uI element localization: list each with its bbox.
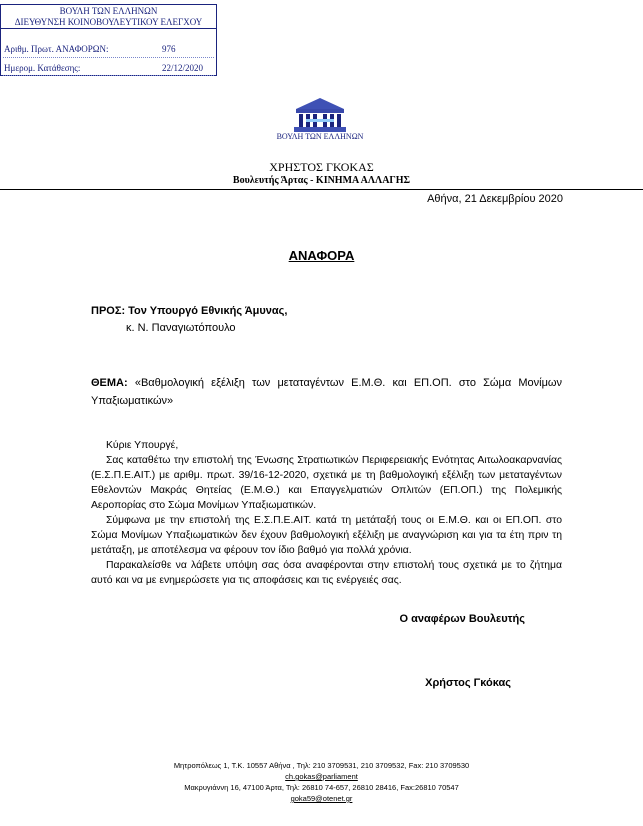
recipient-line: ΠΡΟΣ: Τον Υπουργό Εθνικής Άμυνας, [91, 305, 288, 317]
footer-address-arta: Μακρυγιάννη 16, 47100 Άρτα, Τηλ: 26810 74-657, 26810 28416, Fax:26810 70547 [184, 783, 459, 792]
footer-address-athens: Μητροπόλεως 1, Τ.Κ. 10557 Αθήνα , Τηλ: 210 3709531, 210 3709532, Fax: 210 3709530 [173, 761, 470, 770]
stamp-date-value: 22/12/2020 [162, 63, 204, 73]
recipient-name: κ. Ν. Παναγιωτόπουλο [126, 322, 236, 334]
footer [0, 760, 643, 804]
mp-name: ΧΡΗΣΤΟΣ ΓΚΟΚΑΣ [269, 160, 374, 174]
footer-email-parliament[interactable]: ch.gokas@parliament [285, 772, 358, 781]
stamp-date-label: Ημερομ. Κατάθεσης: [4, 63, 81, 73]
header-rule [0, 189, 643, 190]
body-paragraph: Σύμφωνα με την επιστολή της Ε.Σ.Π.Ε.ΑΙΤ. κατά τη μετάταξή τους οι Ε.Μ.Θ. και οι ΕΠ.ΟΠ. στο Σώμα Μονίμων Υπαξιωματικών δεν έχουν βαθμολογική εξέλιξη με αναγνώριση και για τα έτη πριν τη μετάταξη, με αποτέλεσμα να φέρουν τον ίδιο βαθμό για πολλά χρόνια. [91, 515, 562, 556]
subject-text: «Βαθμολογική εξέλιξη των μεταταγέντων Ε.Μ.Θ. και ΕΠ.ΟΠ. στο Σώμα Μονίμων Υπαξιωματικών» [91, 377, 562, 407]
emblem-caption: ΒΟΥΛΗ ΤΩΝ ΕΛΛΗΝΩΝ [276, 132, 364, 141]
body-paragraph: Σας καταθέτω την επιστολή της Ένωσης Στρατιωτικών Περιφερειακής Ενότητας Αιτωλοακαρνανίας (Ε.Σ.Π.Ε.ΑΙΤ.) με αριθμ. πρωτ. 39/16-12-2020, σχετικά με τη βαθμολογική εξέλιξη των μεταταγέντων Εθελοντών Μακράς Θητείας (Ε.Μ.Θ.) και Επαγγελματιών Οπλιτών (ΕΠ.ΟΠ.) της Πολεμικής Αεροπορίας στο Σώμα Μονίμων Υπαξιωματικών. [91, 455, 562, 511]
body-paragraph: Παρακαλείσθε να λάβετε υπόψη σας όσα αναφέρονται στην επιστολή τους σχετικά με το ζήτημα αυτό και να με ενημερώσετε για τις αποφάσεις και τις ενέργειές σας. [91, 560, 562, 586]
signature-title: Ο αναφέρων Βουλευτής [399, 613, 525, 625]
document-date: Αθήνα, 21 Δεκεμβρίου 2020 [427, 193, 563, 205]
registry-stamp [0, 4, 217, 76]
subject-label: ΘΕΜΑ: [91, 377, 128, 389]
stamp-header-line1: ΒΟΥΛΗ ΤΩΝ ΕΛΛΗΝΩΝ [59, 6, 158, 16]
parliament-emblem-icon [292, 95, 348, 133]
stamp-header [1, 5, 216, 29]
stamp-header-line2: ΔΙΕΥΘΥΝΣΗ ΚΟΙΝΟΒΟΥΛΕΥΤΙΚΟΥ ΕΛΕΓΧΟΥ [14, 17, 203, 27]
stamp-protocol-label: Αριθμ. Πρωτ. ΑΝΑΦΟΡΩΝ: [4, 44, 109, 54]
stamp-divider [3, 75, 214, 76]
footer-email-personal[interactable]: goka59@otenet.gr [290, 794, 353, 803]
signature-name: Χρήστος Γκόκας [425, 677, 511, 689]
salutation: Κύριε Υπουργέ, [106, 440, 179, 451]
subject [91, 374, 562, 410]
document-type-title: ΑΝΑΦΟΡΑ [288, 248, 355, 263]
mp-role: Βουλευτής Άρτας - ΚΙΝΗΜΑ ΑΛΛΑΓΗΣ [232, 175, 411, 186]
letter-body [91, 438, 562, 588]
stamp-divider [3, 57, 214, 58]
stamp-protocol-value: 976 [162, 44, 176, 54]
